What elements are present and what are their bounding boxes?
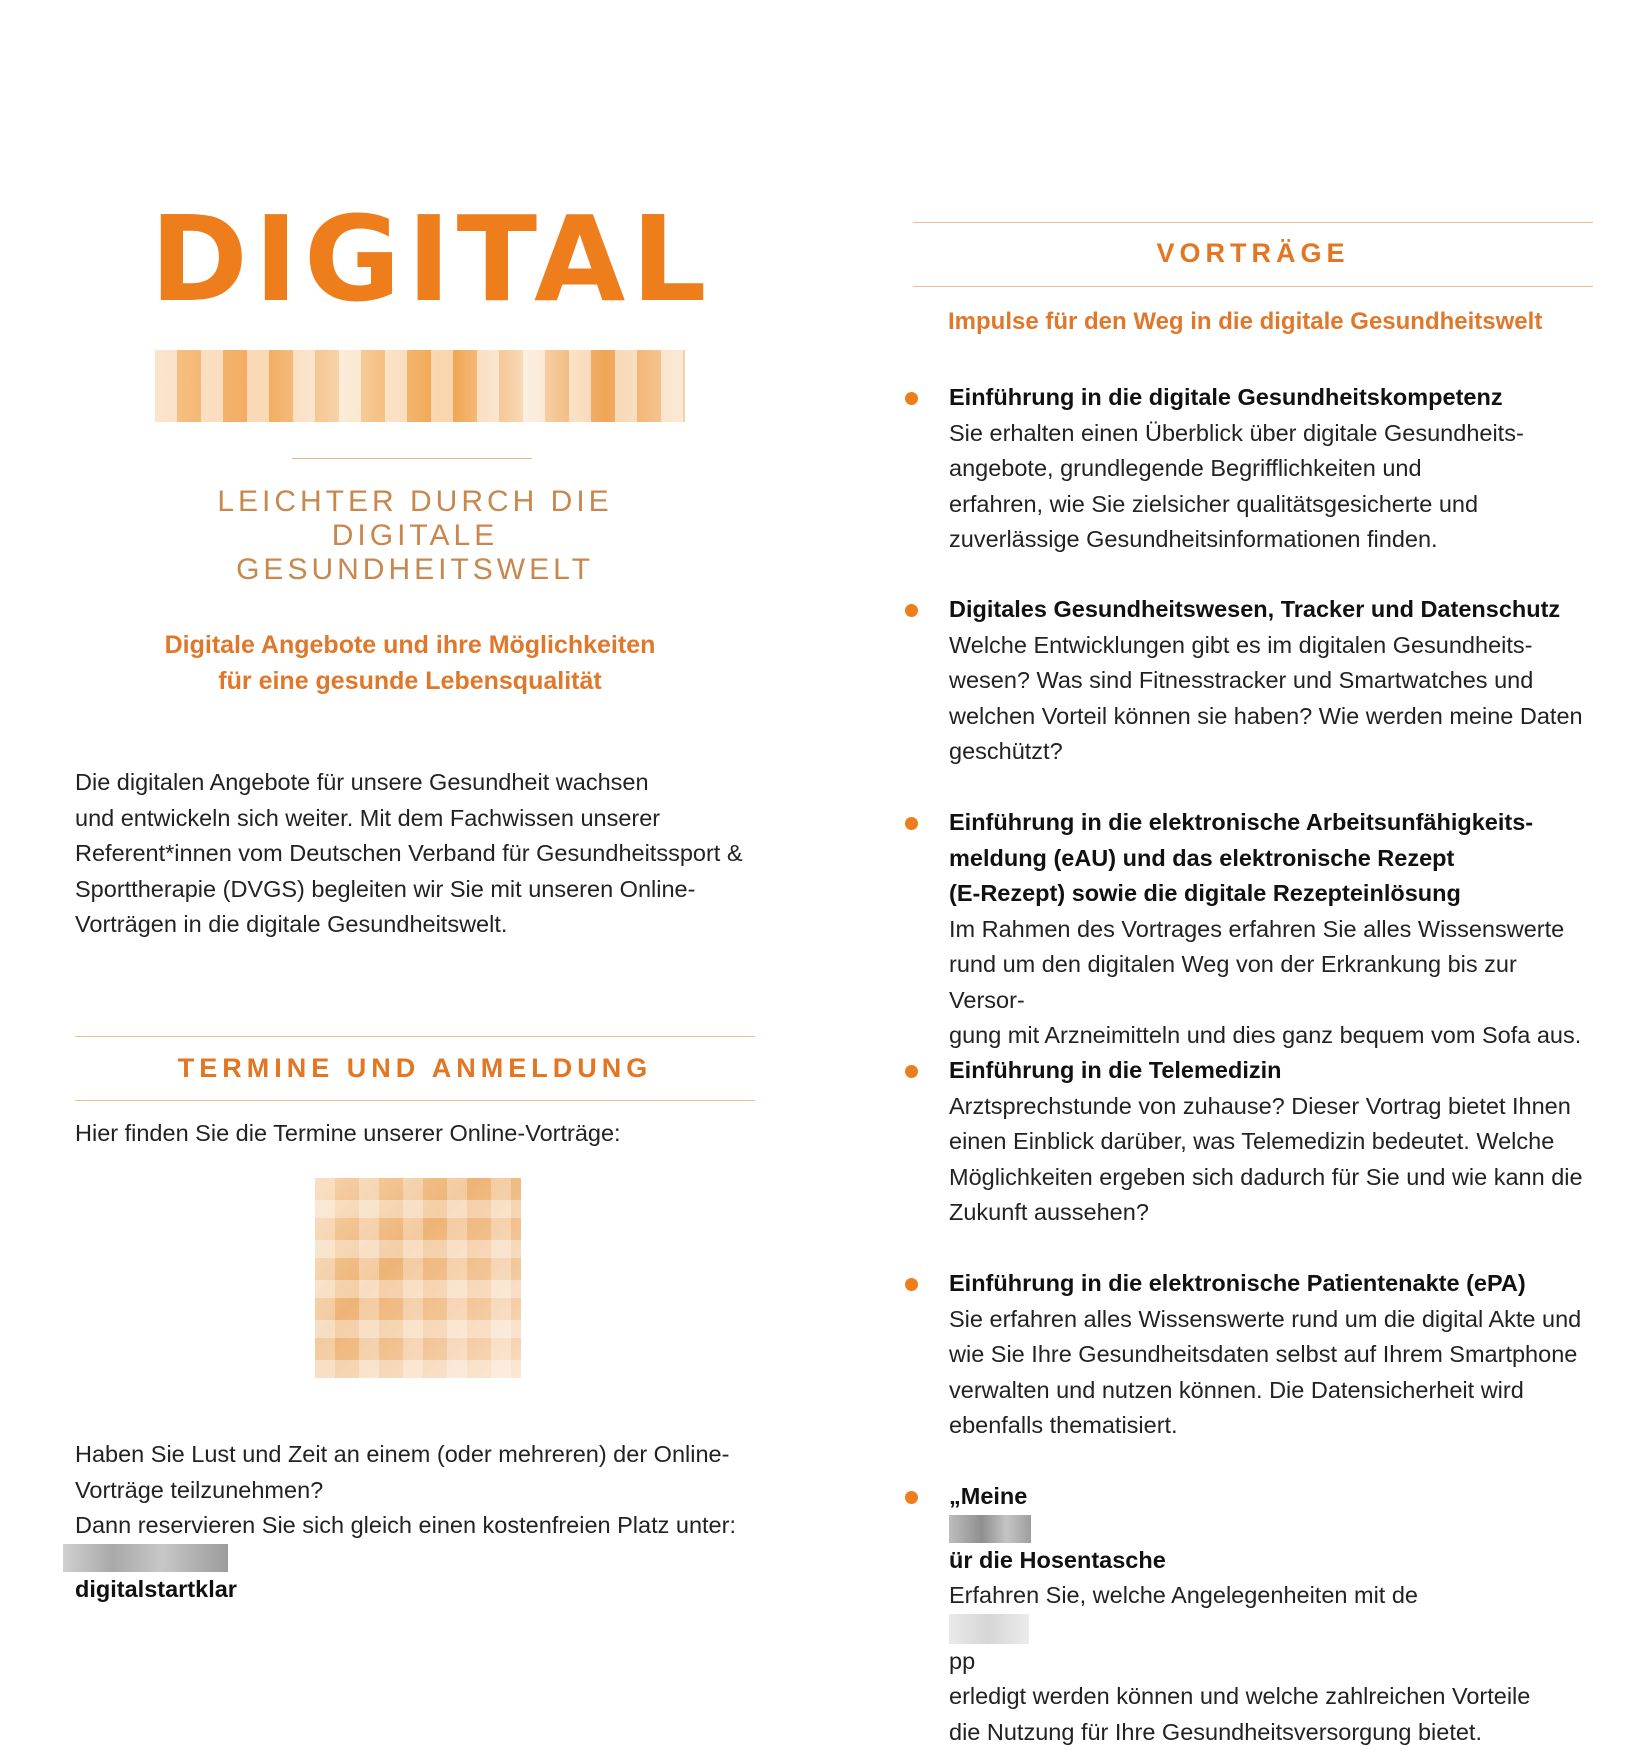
- lecture-item: [905, 380, 1595, 558]
- redacted-text: [949, 1515, 1031, 1543]
- lecture-item: [905, 1266, 1595, 1444]
- bullet-icon: [905, 392, 918, 405]
- lecture-line: erledigt werden können und welche zahlreichen Vorteile: [949, 1679, 1595, 1715]
- divider: [292, 458, 532, 459]
- qr-code[interactable]: [315, 1178, 521, 1378]
- lecture-line: erfahren, wie Sie zielsicher qualitätsgesicherte und: [949, 487, 1595, 523]
- lecture-line: wesen? Was sind Fitnesstracker und Smartwatches und: [949, 663, 1595, 699]
- redacted-text: [949, 1614, 1029, 1644]
- divider: [913, 286, 1593, 287]
- url-suffix[interactable]: digitalstartklar: [75, 1572, 765, 1608]
- bullet-icon: [905, 1491, 918, 1504]
- lecture-description: [949, 912, 1595, 1054]
- lecture-title-line: meldung (eAU) und das elektronische Rezept: [949, 841, 1595, 877]
- lecture-description: [949, 416, 1595, 558]
- subtitle-line: GESUNDHEITSWELT: [150, 553, 680, 587]
- lecture-line: ebenfalls thematisiert.: [949, 1408, 1595, 1444]
- lecture-line: wie Sie Ihre Gesundheitsdaten selbst auf Ihrem Smartphone: [949, 1337, 1595, 1373]
- lecture-description: [949, 628, 1595, 770]
- lecture-title: [949, 592, 1595, 628]
- lecture-item: [905, 805, 1595, 1054]
- lecture-title-line: Einführung in die digitale Gesundheitskompetenz: [949, 380, 1595, 416]
- lecture-description: [949, 1578, 1595, 1750]
- lectures-subheading: Impulse für den Weg in die digitale Gesundheitswelt: [948, 308, 1588, 336]
- title-prefix: „Meine: [949, 1479, 1595, 1515]
- signup-url[interactable]: [75, 1544, 765, 1608]
- lecture-line: Möglichkeiten ergeben sich dadurch für Sie und wie kann die: [949, 1160, 1595, 1196]
- bullet-icon: [905, 604, 918, 617]
- intro-line: Die digitalen Angebote für unsere Gesundheit wachsen: [75, 765, 765, 801]
- lecture-line: welchen Vorteil können sie haben? Wie werden meine Daten: [949, 699, 1595, 735]
- lecture-title: [949, 1479, 1595, 1578]
- lecture-title: [949, 1053, 1595, 1089]
- redacted-url-prefix: [63, 1544, 228, 1572]
- title-suffix: ür die Hosentasche: [949, 1543, 1595, 1579]
- lecture-item: [905, 1479, 1595, 1750]
- lecture-line: Zukunft aussehen?: [949, 1195, 1595, 1231]
- signup-line: Dann reservieren Sie sich gleich einen kostenfreien Platz unter:: [75, 1508, 765, 1544]
- intro-line: Sporttherapie (DVGS) begleiten wir Sie mit unseren Online-: [75, 872, 765, 908]
- lecture-title: [949, 805, 1595, 912]
- lecture-line: Arztsprechstunde von zuhause? Dieser Vortrag bietet Ihnen: [949, 1089, 1595, 1125]
- line-prefix: Erfahren Sie, welche Angelegenheiten mit de: [949, 1578, 1595, 1614]
- bullet-icon: [905, 1065, 918, 1078]
- signup-line: Vorträge teilzunehmen?: [75, 1473, 765, 1509]
- lecture-line: verwalten und nutzen können. Die Datensicherheit wird: [949, 1373, 1595, 1409]
- dates-text: Hier finden Sie die Termine unserer Online-Vorträge:: [75, 1120, 725, 1147]
- intro-line: Referent*innen vom Deutschen Verband für Gesundheitssport &: [75, 836, 765, 872]
- divider: [75, 1036, 755, 1037]
- brochure-subtitle: [150, 485, 680, 587]
- lecture-line: gung mit Arzneimitteln und dies ganz bequem vom Sofa aus.: [949, 1018, 1595, 1054]
- tagline-line: Digitale Angebote und ihre Möglichkeiten: [110, 627, 710, 663]
- lecture-title-line: (E-Rezept) sowie die digitale Rezepteinlösung: [949, 876, 1595, 912]
- lecture-title: [949, 1266, 1595, 1302]
- signup-paragraph: [75, 1437, 765, 1607]
- lecture-line: die Nutzung für Ihre Gesundheitsversorgung bietet.: [949, 1715, 1595, 1750]
- lecture-line: zuverlässige Gesundheitsinformationen finden.: [949, 522, 1595, 558]
- intro-line: und entwickeln sich weiter. Mit dem Fachwissen unserer: [75, 801, 765, 837]
- lecture-line: angebote, grundlegende Begrifflichkeiten und: [949, 451, 1595, 487]
- bullet-icon: [905, 1278, 918, 1291]
- lecture-description: [949, 1302, 1595, 1444]
- lecture-title-line: Einführung in die Telemedizin: [949, 1053, 1595, 1089]
- subtitle-line: LEICHTER DURCH DIE DIGITALE: [150, 485, 680, 553]
- divider: [913, 222, 1593, 223]
- lecture-line: rund um den digitalen Weg von der Erkrankung bis zur Versor-: [949, 947, 1595, 1018]
- lecture-line: geschützt?: [949, 734, 1595, 770]
- lecture-title-line: Digitales Gesundheitswesen, Tracker und Datenschutz: [949, 592, 1595, 628]
- tagline: [110, 627, 710, 699]
- lecture-title-line: Einführung in die elektronische Patientenakte (ePA): [949, 1266, 1595, 1302]
- lectures-heading: VORTRÄGE: [913, 238, 1593, 269]
- intro-paragraph: [75, 765, 765, 943]
- intro-line: Vorträgen in die digitale Gesundheitswelt.: [75, 907, 765, 943]
- lecture-item: [905, 592, 1595, 770]
- pixelated-title-word: [155, 350, 685, 422]
- lecture-line: Im Rahmen des Vortrages erfahren Sie alles Wissenswerte: [949, 912, 1595, 948]
- lecture-description: [949, 1089, 1595, 1231]
- lecture-line: [949, 1578, 1595, 1679]
- bullet-icon: [905, 817, 918, 830]
- lecture-title-line: Einführung in die elektronische Arbeitsunfähigkeits-: [949, 805, 1595, 841]
- lecture-line: Sie erfahren alles Wissenswerte rund um die digital Akte und: [949, 1302, 1595, 1338]
- tagline-line: für eine gesunde Lebensqualität: [110, 663, 710, 699]
- lecture-item: [905, 1053, 1595, 1231]
- brochure-title: DIGITAL: [150, 200, 670, 318]
- lecture-line: einen Einblick darüber, was Telemedizin bedeutet. Welche: [949, 1124, 1595, 1160]
- divider: [75, 1100, 755, 1101]
- signup-line: Haben Sie Lust und Zeit an einem (oder mehreren) der Online-: [75, 1437, 765, 1473]
- dates-heading: TERMINE UND ANMELDUNG: [75, 1053, 755, 1084]
- lecture-title-line: [949, 1479, 1595, 1578]
- line-suffix: pp: [949, 1644, 1595, 1680]
- lecture-line: Sie erhalten einen Überblick über digitale Gesundheits-: [949, 416, 1595, 452]
- lecture-line: Welche Entwicklungen gibt es im digitalen Gesundheits-: [949, 628, 1595, 664]
- lecture-title: [949, 380, 1595, 416]
